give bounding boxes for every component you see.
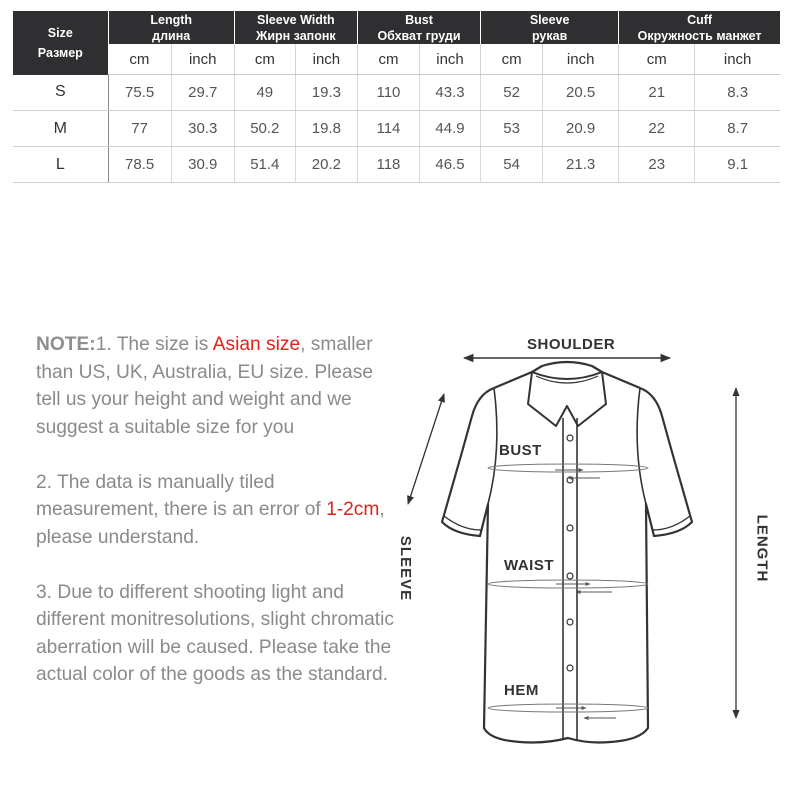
units-row bbox=[13, 44, 780, 75]
cuff-header-en: Cuff bbox=[687, 12, 713, 27]
note-text: , please understand. bbox=[36, 499, 385, 548]
shirt-outline bbox=[442, 362, 692, 743]
value-cell: 19.3 bbox=[295, 75, 357, 111]
sleeve-header-ru: рукав bbox=[531, 28, 568, 43]
size-header-en: Size bbox=[47, 25, 73, 40]
value-cell: 118 bbox=[357, 147, 419, 183]
bust-header-ru: Обхват груди bbox=[377, 28, 461, 43]
note-paragraph-2 bbox=[36, 469, 396, 552]
value-cell: 110 bbox=[357, 75, 419, 111]
unit-cell: inch bbox=[171, 44, 234, 75]
table-row bbox=[13, 147, 780, 183]
shirt-illustration bbox=[380, 320, 780, 760]
value-cell: 19.8 bbox=[295, 111, 357, 147]
cuff-header bbox=[619, 11, 780, 44]
note-highlight: 1-2cm bbox=[326, 499, 380, 520]
value-cell: 54 bbox=[481, 147, 543, 183]
sleeve-label: SLEEVE bbox=[397, 535, 415, 602]
note-text: 3. Due to different shooting light and different monitresolutions, slight chromatic aberration will be caused. Please take the actual color of the goods as the standard. bbox=[36, 581, 394, 685]
value-cell: 53 bbox=[481, 111, 543, 147]
length-header-ru: длина bbox=[152, 28, 191, 43]
sleeve-width-header-ru: Жирн запонк bbox=[256, 28, 336, 43]
value-cell: 20.5 bbox=[543, 75, 619, 111]
unit-cell: cm bbox=[481, 44, 543, 75]
note-highlight: Asian size bbox=[212, 334, 301, 355]
value-cell: 44.9 bbox=[419, 111, 480, 147]
value-cell: 23 bbox=[619, 147, 695, 183]
value-cell: 77 bbox=[108, 111, 171, 147]
note-paragraph-3 bbox=[36, 579, 396, 689]
size-note bbox=[36, 331, 396, 716]
value-cell: 21 bbox=[619, 75, 695, 111]
value-cell: 78.5 bbox=[108, 147, 171, 183]
size-column-header bbox=[13, 11, 108, 75]
value-cell: 114 bbox=[357, 111, 419, 147]
value-cell: 29.7 bbox=[171, 75, 234, 111]
value-cell: 43.3 bbox=[419, 75, 480, 111]
table-row bbox=[13, 111, 780, 147]
note-text: 2. The data is manually tiled measurement, there is an error of bbox=[36, 471, 327, 520]
sleeve-width-header bbox=[234, 11, 357, 44]
sleeve-header-en: Sleeve bbox=[529, 12, 570, 27]
value-cell: 21.3 bbox=[543, 147, 619, 183]
value-cell: 49 bbox=[234, 75, 295, 111]
unit-cell: cm bbox=[619, 44, 695, 75]
unit-cell: cm bbox=[234, 44, 295, 75]
cuff-header-ru: Окружность манжет bbox=[637, 28, 762, 43]
length-label: LENGTH bbox=[753, 514, 771, 583]
shirt-measurement-diagram bbox=[380, 320, 780, 760]
note-paragraph-1 bbox=[36, 331, 396, 441]
size-cell: M bbox=[13, 111, 108, 147]
size-header-ru: Размер bbox=[37, 45, 83, 60]
size-cell: S bbox=[13, 75, 108, 111]
bust-header bbox=[357, 11, 480, 44]
value-cell: 20.2 bbox=[295, 147, 357, 183]
value-cell: 8.3 bbox=[695, 75, 780, 111]
bust-label: BUST bbox=[499, 442, 542, 459]
sleeve-header bbox=[481, 11, 619, 44]
length-header-en: Length bbox=[150, 12, 193, 27]
value-cell: 9.1 bbox=[695, 147, 780, 183]
value-cell: 30.3 bbox=[171, 111, 234, 147]
hem-label: HEM bbox=[504, 682, 539, 699]
note-label: NOTE: bbox=[36, 334, 96, 355]
length-header bbox=[108, 11, 234, 44]
value-cell: 75.5 bbox=[108, 75, 171, 111]
value-cell: 52 bbox=[481, 75, 543, 111]
sleeve-width-header-en: Sleeve Width bbox=[257, 12, 335, 27]
unit-cell: inch bbox=[695, 44, 780, 75]
unit-cell: inch bbox=[295, 44, 357, 75]
shoulder-label: SHOULDER bbox=[527, 336, 616, 353]
value-cell: 20.9 bbox=[543, 111, 619, 147]
value-cell: 46.5 bbox=[419, 147, 480, 183]
table-row bbox=[13, 75, 780, 111]
size-cell: L bbox=[13, 147, 108, 183]
table-header-row bbox=[13, 11, 780, 44]
value-cell: 22 bbox=[619, 111, 695, 147]
value-cell: 51.4 bbox=[234, 147, 295, 183]
bust-header-en: Bust bbox=[405, 12, 433, 27]
note-text: , smaller than US, UK, Australia, EU size. Please tell us your height and weight and we suggest a suitable size for you bbox=[36, 334, 373, 438]
size-chart-table bbox=[13, 11, 780, 183]
waist-label: WAIST bbox=[504, 557, 554, 574]
unit-cell: cm bbox=[357, 44, 419, 75]
value-cell: 50.2 bbox=[234, 111, 295, 147]
note-text: 1. The size is bbox=[95, 334, 213, 355]
unit-cell: inch bbox=[543, 44, 619, 75]
value-cell: 8.7 bbox=[695, 111, 780, 147]
unit-cell: cm bbox=[108, 44, 171, 75]
unit-cell: inch bbox=[419, 44, 480, 75]
sleeve-arrow bbox=[408, 394, 444, 504]
value-cell: 30.9 bbox=[171, 147, 234, 183]
